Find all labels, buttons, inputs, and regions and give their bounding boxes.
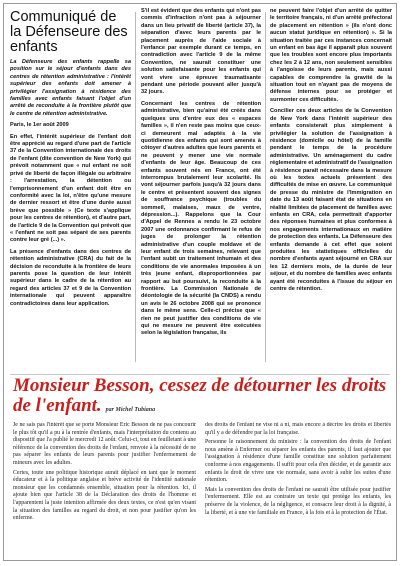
article-column-3 — [270, 8, 392, 368]
article-dateline: Paris, le 1er août 2009 — [10, 122, 69, 129]
newsletter-page — [3, 3, 397, 561]
editorial-byline: par Michel Tubiana — [105, 407, 156, 413]
article-intro: La Défenseure des enfants rappelle sa position sur le séjour d'enfants dans des centres de rétention administrative : l'intérêt supérieur des enfants doit amener à privilégier l'assignation à résidence des familles avec enfants faisant l'objet d'un arrêté de reconduite à la frontière plutôt que le centre de rétention administrative. — [10, 59, 131, 117]
article-column-1 — [10, 8, 131, 368]
article-paragraph: Concilier ces deux articles de la Convention de New York dans l'intérêt supérieur des enfants consisterait plus simplement à privilégier la solution de l'assignation à résidence (domicile ou hôtel) de la famille pendant le temps de la procédure administrative. Un aménagement du cadre réglementaire et administratif de l'assignation à résidence paraît nécessaire dans la mesure où les textes actuels présentent des difficultés de mise en œuvre. Le communiqué de presse du ministre de l'Immigration en date du 13 août faisant état de situations en réalité limitées de placement de familles avec enfants en CRA, cela permettrait d'apporter des réponses humaines et plus conformes à nos engagements internationaux en matière de protection des enfants. La Défenseure des enfants demande à cet effet que soient produites les statistiques officielles du nombre d'enfants ayant séjourné en CRA sur les 12 derniers mois, de la durée de leur séjour, et du nombre de familles avec enfants ayant été reconduites à l'issue du séjour en centre de rétention. — [270, 108, 392, 293]
editorial-paragraph: des droits de l'enfant ne vise ni à ni, mais encore à décrire les droits et libertés qu'il y a de défendre par la loi française. — [205, 422, 391, 436]
article-paragraph: La présence d'enfants dans des centres de rétention administrative (CRA) du fait de la décision de reconduite à la frontière de leurs parents pose la question de leur intérêt supérieur dans le cadre de la rétention au regard des articles 37 et 9 de la Convention internationale qui peuvent apparaître contradictoires dans leur application. — [10, 248, 131, 307]
article-paragraph: ne peuvent faire l'objet d'un arrêté de quitter le territoire français, ni d'un arrêté préfectoral de placement en rétention » (ils n'ont donc aucun statut juridique en rétention) ». Si la situation traitée par ces instances concernait un enfant en bas âge il apparaît plus souvent que les troubles sont encore plus importants chez les 2 à 12 ans, non seulement sensibles à l'angoisse de leurs parents, mais aussi capables de comprendre la gravité de la situation tout en n'ayant pas de moyens de défense internes pour se protéger et surmonter ces difficultés. — [270, 8, 392, 103]
editorial-headline-text: Monsieur Besson, cessez de détourner les droits de l'enfant. — [13, 375, 387, 416]
article-paragraph: S'il est évident que des enfants qui n'ont pas commis d'infraction n'ont pas à séjourner dans un lieu privatif de liberté (article 37), la séparation d'avec leurs parents par le placement auprès de l'aide sociale à l'enfance par exemple durant ce temps, en contradiction avec l'article 9 de la même Convention, ne saurait constituer une solution satisfaisante pour les enfants qui vont vivre une épreuve traumatisante pendant une période pouvant aller jusqu'à 32 jours. — [141, 8, 261, 96]
column-divider — [135, 12, 136, 362]
editorial-column-right — [205, 422, 391, 558]
editorial-headline — [13, 376, 393, 420]
article-column-2 — [141, 8, 261, 368]
article-paragraph: Concernant les centres de rétention administrative, bien qu'ainsi été créés dans quelques uns d'entre eux des « espaces familles », il n'en reste pas moins que ceux-ci demeurent mal adaptés à la vie quotidienne des enfants qui sont amenés à côtoyer d'autres adultes que leurs parents et ne peuvent y mener une vie normale d'enfants de leur âge. Beaucoup de ces enfants souvent nés en France, ont été interrompus brutalement leur scolarité. Ils vont séjourner parfois jusqu'à 32 jours dans le centre et présentent souvent des signes de souffrance psychique (troubles du sommeil, malaises, maux de ventre, dépression...). Rappelons que la Cour d'Appel de Rennes a rendu le 23 octobre 2007 une ordonnance confirmant le refus de juges de prolonger la rétention administrative d'un couple moldave et de leur enfant de trois semaines, relevant que l'enfant subit un traitement inhumain et des conditions de vie anormales imposées à un très jeune enfant, disproportionnées par rapport au but poursuivi, la reconduite à la frontière. La Commission Nationale de déontologie de la sécurité (la CNDS) a rendu un avis le 26 octobre 2008 qui se prononce dans le même sens. Celle-ci précise que « rien ne peut justifier des conditions de vie qui ne mesure ne peuvent être exécutées selon la législation française, ils — [141, 100, 261, 337]
editorial-paragraph: Je ne sais pas l'intérêt que se porte Monsieur Eric Besson de ne pas concourir le plus tôt qu'il a pu à la rentrée d'enfants, mais l'interprétation du contenu au dispositif que l'a publié le mercredi 12 août. Celui-ci, tout en feuilletant à une référence de la convention des droits de l'enfant, renvoie à la nécessité de ne pas séparer les enfants de leurs parents pour justifier l'enfermement de mineurs avec les adultes. — [13, 422, 196, 466]
article-paragraph — [10, 122, 131, 129]
editorial-paragraph: Certes, toute une politique historique aurait déplacé en tant que le moment éducateur et à la politique anglaise et brève activité de l'identité nationale monsieur que les condamnés ensemble, situation pour la rétention. Ici, il ajoute bien que l'article 38 de la Déclaration des droits de l'homme et l'apparentent la juste intention affirmée des deux textes, ce n'est qu'en visant la situation des familles au regard du droit, et non pour justifier qu'on les enferme. — [13, 469, 196, 522]
article-title: Communiqué de la Défenseure des enfants — [10, 9, 128, 55]
column-divider — [265, 12, 266, 362]
editorial-paragraph: Personne le raisonnement du ministre : la convention des droits de l'enfant nous amène à Enfermer ou séparer les enfants des parents, il faut ajouter que l'assignation à résidence d'une famille constitue une solution parfaitement conforme à nos engagements. Il suffit pour cela d'en décider, et de garantir aux enfants le droit de vivre une vie normale, sans avoir à subir les suites d'une rétention. — [205, 439, 391, 484]
article-paragraph: En effet, l'intérêt supérieur de l'enfant doit être apprécié au regard d'une part de l'article 37 de la Convention internationale des droits de l'enfant (dite convention de New York) qui prévoit notamment que « nul enfant ne soit privé de liberté de façon illégale ou arbitraire : l'arrestation, la détention ou l'emprisonnement d'un enfant doit être en conformité avec la loi, n'être qu'une mesure de dernier ressort et être d'une durée aussi brève que possible » (Ce texte s'applique pour les centres de rétention), et d'autre part, de l'article 9 de la Convention qui prévoit que « l'enfant ne soit pas séparé de ses parents contre leur gré (...) ». — [10, 133, 131, 244]
editorial-paragraph: Mais la convention des droits de l'enfant ne saurait être utilisée pour justifier l'enfermement. Elle est au contraire un texte qui protège les enfants, les préserve de la violence, de la négligence, et consacre leur droit à la dignité, à la liberté, et à une vie familiale en France, à la fois et à la protection de l'État. — [205, 486, 391, 516]
editorial-column-left — [13, 422, 196, 558]
